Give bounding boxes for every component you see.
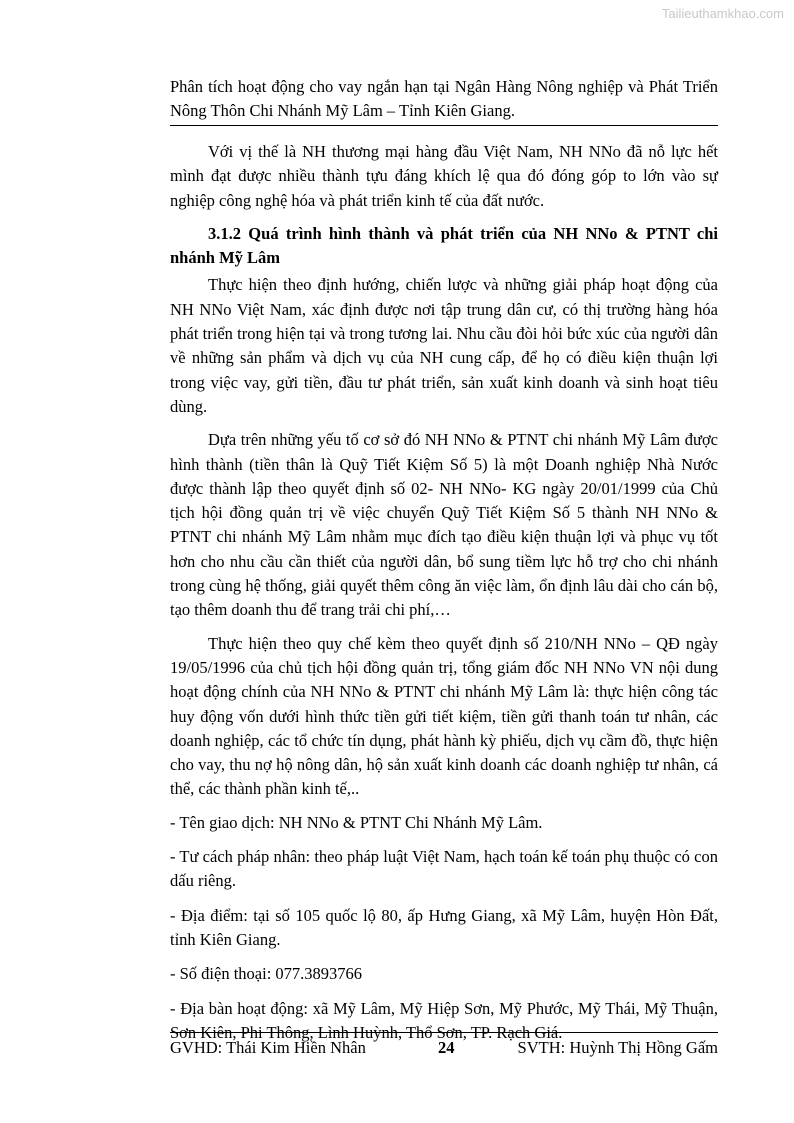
footer-student: SVTH: Huỳnh Thị Hồng Gấm xyxy=(517,1038,718,1057)
header-divider xyxy=(170,125,718,126)
paragraph-2: Dựa trên những yếu tố cơ sở đó NH NNo & PTNT chi nhánh Mỹ Lâm được hình thành (tiền thân là Quỹ Tiết Kiệm Số 5) là một Doanh nghiệp Nhà Nước được thành lập theo quyết định số 02- NH NNo- KG ngày 20/01/1999 của Chủ tịch hội đồng quản trị về việc chuyển Quỹ Tiết Kiệm Số 5 thành NH NNo & PTNT chi nhánh Mỹ Lâm nhằm mục đích tạo điều kiện thuận lợi và phục vụ tốt hơn cho nhu cầu cần thiết của người dân, bổ sung tiềm lực hỗ trợ cho chi nhánh trong cùng hệ thống, giải quyết thêm công ăn việc làm, ổn định lâu dài cho cán bộ, tạo thêm doanh thu để trang trải chi phí,… xyxy=(170,430,718,620)
document-body xyxy=(170,140,718,1055)
footer-divider xyxy=(170,1032,718,1033)
bullet-legal-status: - Tư cách pháp nhân: theo pháp luật Việt Nam, hạch toán kế toán phụ thuộc có con dấu riêng. xyxy=(170,847,718,891)
section-heading: 3.1.2 Quá trình hình thành và phát triển của NH NNo & PTNT chi nhánh Mỹ Lâm xyxy=(170,223,718,268)
watermark-text: Tailieuthamkhao.com xyxy=(661,6,784,21)
paragraph-1: Thực hiện theo định hướng, chiến lược và những giải pháp hoạt động của NH NNo Việt Nam, xác định được nơi tập trung dân cư, có thị trường hàng hóa phát triển trong hiện tại và trong tương lai. Nhu cầu đòi hỏi bức xúc của người dân về những sản phẩm và dịch vụ của NH cung cấp, để họ có điều kiện thuận lợi trong việc vay, gửi tiền, đầu tư phát triển, sản xuất kinh doanh và sinh hoạt tiêu dùng. xyxy=(170,275,718,416)
bullet-trade-name: - Tên giao dịch: NH NNo & PTNT Chi Nhánh Mỹ Lâm. xyxy=(170,812,543,832)
page-header: Phân tích hoạt động cho vay ngắn hạn tại Ngân Hàng Nông nghiệp và Phát Triển Nông Thôn Chi Nhánh Mỹ Lâm – Tỉnh Kiên Giang. xyxy=(170,77,718,120)
bullet-phone: - Số điện thoại: 077.3893766 xyxy=(170,964,363,984)
intro-paragraph: Với vị thế là NH thương mại hàng đầu Việt Nam, NH NNo đã nỗ lực hết mình đạt được nhiều thành tựu đáng khích lệ qua đó đóng góp to lớn vào sự nghiệp công nghệ hóa và phát triển kinh tế của đất nước. xyxy=(170,142,718,210)
footer-advisor: GVHD: Thái Kim Hiền Nhân xyxy=(170,1038,366,1057)
bullet-address: - Địa điểm: tại số 105 quốc lộ 80, ấp Hưng Giang, xã Mỹ Lâm, huyện Hòn Đất, tỉnh Kiên Giang. xyxy=(170,905,718,949)
page-number: 24 xyxy=(438,1038,455,1057)
bullet-operating-area: - Địa bàn hoạt động: xã Mỹ Lâm, Mỹ Hiệp Sơn, Mỹ Phước, Mỹ Thái, Mỹ Thuận, Sơn Kiên, Phi Thông, Lình Huỳnh, Thổ Sơn, TP. Rạch Giá. xyxy=(170,998,718,1042)
paragraph-3: Thực hiện theo quy chế kèm theo quyết định số 210/NH NNo – QĐ ngày 19/05/1996 của chủ tịch hội đồng quản trị, tổng giám đốc NH NNo VN nội dung hoạt động chính của NH NNo & PTNT chi nhánh Mỹ Lâm là: thực hiện công tác huy động vốn dưới hình thức tiền gửi tiết kiệm, tiền gửi thanh toán tư nhân, các doanh nghiệp, các tổ chức tín dụng, phát hành kỳ phiếu, dịch vụ cầm đồ, thực hiện cho vay, thu nợ hộ nông dân, hộ sản xuất kinh doanh các doanh nghiệp tư nhân, cá thể, các thành phần kinh tế,.. xyxy=(170,633,718,799)
